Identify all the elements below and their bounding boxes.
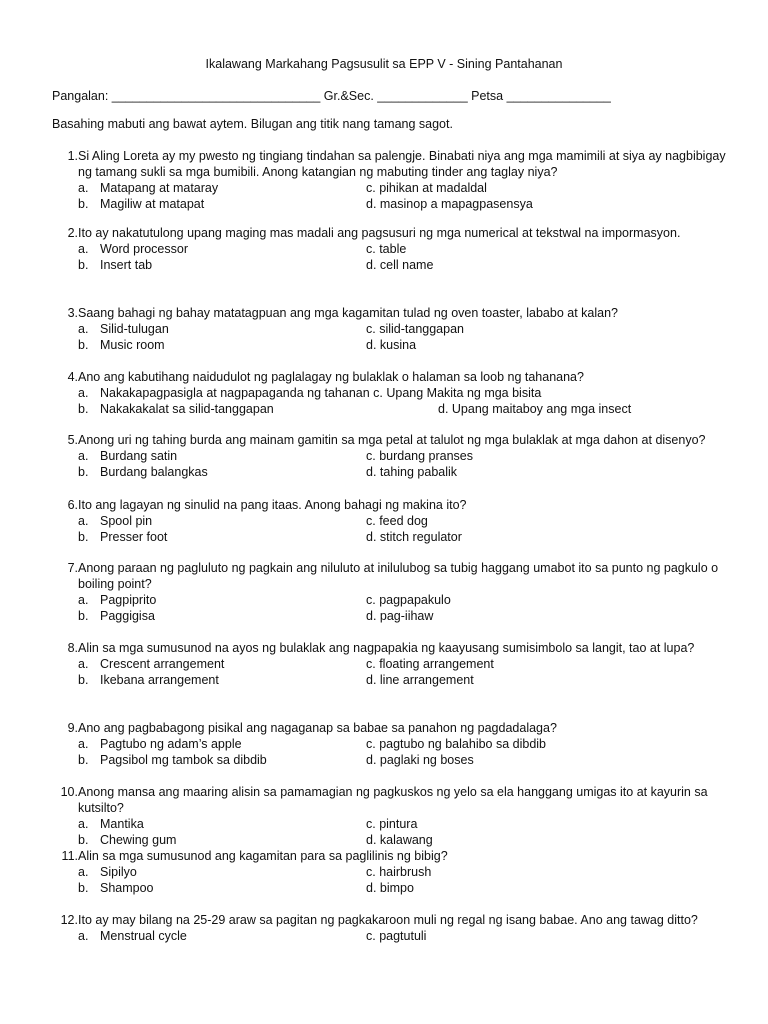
options-row bbox=[78, 880, 742, 896]
student-info-line: Pangalan: ______________________________ Gr.&Sec. _____________ Petsa _______________ bbox=[52, 89, 611, 103]
option-c[interactable]: c. table bbox=[366, 242, 407, 256]
option-b[interactable]: Burdang balangkas bbox=[100, 465, 208, 479]
question-1 bbox=[52, 148, 742, 212]
option-letter[interactable]: a. bbox=[78, 593, 89, 607]
question-4 bbox=[52, 369, 742, 417]
option-b[interactable]: Presser foot bbox=[100, 530, 168, 544]
question-text: Ito ang lagayan ng sinulid na pang itaas. Anong bahagi ng makina ito? bbox=[78, 498, 467, 512]
question-6 bbox=[52, 497, 742, 545]
options-row bbox=[78, 257, 742, 273]
option-b[interactable]: Pagsibol mg tambok sa dibdib bbox=[100, 753, 267, 767]
option-b[interactable]: Nakakakalat sa silid-tanggapan bbox=[100, 402, 274, 416]
option-letter[interactable]: b. bbox=[78, 402, 89, 416]
option-a[interactable]: Mantika bbox=[100, 817, 144, 831]
option-d[interactable]: d. masinop a mapagpasensya bbox=[366, 197, 533, 211]
options-row bbox=[78, 180, 742, 196]
option-d[interactable]: d. kalawang bbox=[366, 833, 433, 847]
question-text: Ito ay nakatutulong upang maging mas madali ang pagsusuri ng mga numerical at tekstwal na impormasyon. bbox=[78, 226, 681, 240]
option-letter[interactable]: a. bbox=[78, 817, 89, 831]
option-c[interactable]: c. pagtutuli bbox=[366, 929, 427, 943]
option-a[interactable]: Pagpiprito bbox=[100, 593, 157, 607]
question-5 bbox=[52, 432, 742, 480]
option-letter[interactable]: a. bbox=[78, 657, 89, 671]
option-letter[interactable]: a. bbox=[78, 242, 89, 256]
question-10 bbox=[52, 784, 742, 848]
option-b[interactable]: Paggigisa bbox=[100, 609, 155, 623]
question-number: 7. bbox=[67, 561, 78, 575]
option-d[interactable]: d. pag-iihaw bbox=[366, 609, 434, 623]
option-letter[interactable]: b. bbox=[78, 833, 89, 847]
option-a[interactable]: Nakakapagpasigla at nagpapaganda ng tahanan c. Upang Makita ng mga bisita bbox=[100, 386, 542, 400]
option-letter[interactable]: b. bbox=[78, 609, 89, 623]
question-number: 6. bbox=[67, 498, 78, 512]
option-d[interactable]: d. cell name bbox=[366, 258, 434, 272]
option-letter[interactable]: a. bbox=[78, 737, 89, 751]
option-letter[interactable]: b. bbox=[78, 197, 89, 211]
option-a[interactable]: Matapang at mataray bbox=[100, 181, 219, 195]
option-letter[interactable]: b. bbox=[78, 530, 89, 544]
question-text: Anong mansa ang maaring alisin sa pamamagian ng pagkuskos ng yelo sa ela hanggang umigas ito at kayurin sa kutsilto? bbox=[78, 785, 708, 815]
option-letter[interactable]: b. bbox=[78, 753, 89, 767]
question-11 bbox=[52, 848, 742, 896]
options-row bbox=[78, 672, 742, 688]
option-letter[interactable]: b. bbox=[78, 673, 89, 687]
option-letter[interactable]: b. bbox=[78, 881, 89, 895]
option-c[interactable]: c. hairbrush bbox=[366, 865, 432, 879]
option-b[interactable]: Shampoo bbox=[100, 881, 154, 895]
option-a[interactable]: Menstrual cycle bbox=[100, 929, 187, 943]
option-d[interactable]: d. line arrangement bbox=[366, 673, 474, 687]
option-a[interactable]: Word processor bbox=[100, 242, 188, 256]
question-text: Saang bahagi ng bahay matatagpuan ang mga kagamitan tulad ng oven toaster, lababo at kalan? bbox=[78, 306, 618, 320]
option-c[interactable]: c. pihikan at madaldal bbox=[366, 181, 487, 195]
options-row bbox=[78, 337, 742, 353]
option-letter[interactable]: a. bbox=[78, 514, 89, 528]
question-2 bbox=[52, 225, 742, 273]
options-row bbox=[78, 448, 742, 464]
options-row bbox=[78, 928, 742, 944]
question-number: 8. bbox=[67, 641, 78, 655]
option-c[interactable]: c. silid-tanggapan bbox=[366, 322, 464, 336]
option-letter[interactable]: b. bbox=[78, 465, 89, 479]
question-number: 5. bbox=[67, 433, 78, 447]
options-row bbox=[78, 608, 742, 624]
option-c[interactable]: c. pintura bbox=[366, 817, 418, 831]
options-row bbox=[78, 816, 742, 832]
question-3 bbox=[52, 305, 742, 353]
option-letter[interactable]: b. bbox=[78, 338, 89, 352]
question-number: 3. bbox=[67, 306, 78, 320]
question-9 bbox=[52, 720, 742, 768]
option-b[interactable]: Insert tab bbox=[100, 258, 153, 272]
options-row bbox=[78, 656, 742, 672]
options-row bbox=[78, 401, 742, 417]
options-row bbox=[78, 513, 742, 529]
options-row bbox=[78, 592, 742, 608]
question-text: Si Aling Loreta ay my pwesto ng tingiang tindahan sa palengje. Binabati niya ang mga mamimili at siya ay nagbibigay ng tamang sukli sa mga bumibili. Anong katangian ng mabuting tinder ang taglay niya? bbox=[78, 149, 726, 179]
option-b[interactable]: Music room bbox=[100, 338, 165, 352]
question-text: Ano ang kabutihang naidudulot ng paglalagay ng bulaklak o halaman sa loob ng tahanana? bbox=[78, 370, 584, 384]
option-letter[interactable]: a. bbox=[78, 865, 89, 879]
option-letter[interactable]: a. bbox=[78, 929, 89, 943]
question-number: 9. bbox=[67, 721, 78, 735]
question-text: Ano ang pagbabagong pisikal ang nagaganap sa babae sa panahon ng pagdadalaga? bbox=[78, 721, 557, 735]
question-number: 4. bbox=[67, 370, 78, 384]
option-d[interactable]: d. bimpo bbox=[366, 881, 414, 895]
question-text: Alin sa mga sumusunod ang kagamitan para sa paglilinis ng bibig? bbox=[78, 849, 448, 863]
option-letter[interactable]: a. bbox=[78, 322, 89, 336]
question-7 bbox=[52, 560, 742, 624]
question-text: Anong uri ng tahing burda ang mainam gamitin sa mga petal at talulot ng mga bulaklak at mga dahon at disenyo? bbox=[78, 433, 706, 447]
instructions: Basahing mabuti ang bawat aytem. Bilugan ang titik nang tamang sagot. bbox=[52, 117, 453, 131]
options-row bbox=[78, 864, 742, 880]
option-d[interactable]: d. kusina bbox=[366, 338, 417, 352]
option-c[interactable]: c. burdang pranses bbox=[366, 449, 474, 463]
option-c[interactable]: c. pagtubo ng balahibo sa dibdib bbox=[366, 737, 547, 751]
options-row bbox=[78, 752, 742, 768]
options-row bbox=[78, 529, 742, 545]
options-row bbox=[78, 321, 742, 337]
question-number: 11. bbox=[61, 849, 78, 863]
option-a[interactable]: Sipilyo bbox=[100, 865, 137, 879]
option-a[interactable]: Crescent arrangement bbox=[100, 657, 225, 671]
question-text: Anong paraan ng pagluluto ng pagkain ang niluluto at inilulubog sa tubig haggang umabot ito sa punto ng pagkulo o boiling point? bbox=[78, 561, 719, 591]
page-title: Ikalawang Markahang Pagsusulit sa EPP V - Sining Pantahanan bbox=[205, 57, 563, 71]
option-b[interactable]: Ikebana arrangement bbox=[100, 673, 219, 687]
option-letter[interactable]: a. bbox=[78, 386, 89, 400]
options-row bbox=[78, 736, 742, 752]
option-c[interactable]: c. pagpapakulo bbox=[366, 593, 451, 607]
option-a[interactable]: Spool pin bbox=[100, 514, 153, 528]
option-c[interactable]: c. feed dog bbox=[366, 514, 428, 528]
option-d[interactable]: d. paglaki ng boses bbox=[366, 753, 474, 767]
question-number: 1. bbox=[67, 149, 78, 163]
option-a[interactable]: Silid-tulugan bbox=[100, 322, 169, 336]
question-number: 12. bbox=[60, 913, 78, 927]
options-row bbox=[78, 832, 742, 848]
question-text: Ito ay may bilang na 25-29 araw sa pagitan ng pagkakaroon muli ng regal ng isang babae. Ano ang tawag ditto? bbox=[78, 913, 698, 927]
option-b[interactable]: Magiliw at matapat bbox=[100, 197, 205, 211]
options-row bbox=[78, 464, 742, 480]
question-12 bbox=[52, 912, 742, 944]
option-letter[interactable]: b. bbox=[78, 258, 89, 272]
question-number: 2. bbox=[67, 226, 78, 240]
options-row bbox=[78, 385, 742, 401]
option-d[interactable]: d. tahing pabalik bbox=[366, 465, 458, 479]
option-d[interactable]: d. Upang maitaboy ang mga insect bbox=[438, 402, 632, 416]
option-d[interactable]: d. stitch regulator bbox=[366, 530, 462, 544]
question-8 bbox=[52, 640, 742, 688]
options-row bbox=[78, 241, 742, 257]
option-c[interactable]: c. floating arrangement bbox=[366, 657, 494, 671]
option-letter[interactable]: a. bbox=[78, 181, 89, 195]
question-text: Alin sa mga sumusunod na ayos ng bulaklak ang nagpapakia ng kaayusang sumisimbolo sa langit, tao at lupa? bbox=[78, 641, 695, 655]
question-number: 10. bbox=[60, 785, 78, 799]
option-a[interactable]: Pagtubo ng adam’s apple bbox=[100, 737, 242, 751]
option-a[interactable]: Burdang satin bbox=[100, 449, 178, 463]
option-letter[interactable]: a. bbox=[78, 449, 89, 463]
options-row bbox=[78, 196, 742, 212]
option-b[interactable]: Chewing gum bbox=[100, 833, 177, 847]
